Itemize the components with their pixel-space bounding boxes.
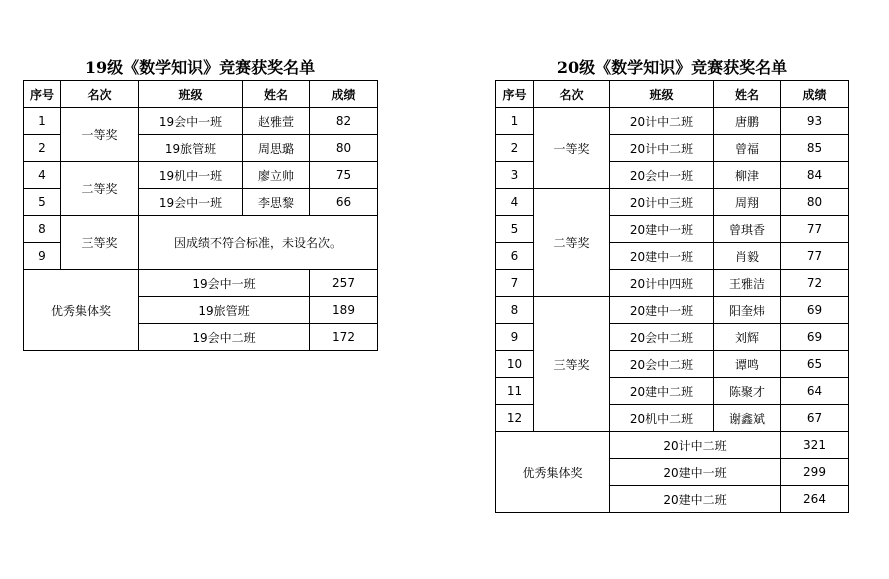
table20-header-row: [496, 81, 849, 108]
cell-score: 80: [781, 189, 849, 216]
cell-no: 2: [496, 135, 534, 162]
cell-class: 19会中一班: [139, 189, 243, 216]
cell-score: 67: [781, 405, 849, 432]
cell-collective-score: 264: [781, 486, 849, 513]
cell-no: 5: [496, 216, 534, 243]
table19: [23, 80, 378, 351]
cell-rank: 一等奖: [534, 108, 610, 189]
cell-collective-label: 优秀集体奖: [496, 432, 610, 513]
cell-collective-class: 19会中一班: [139, 270, 310, 297]
header-class: 班级: [610, 81, 714, 108]
cell-score: 84: [781, 162, 849, 189]
cell-rank: 三等奖: [61, 216, 139, 270]
header-name: 姓名: [714, 81, 781, 108]
cell-class: 20建中一班: [610, 243, 714, 270]
table20: [495, 80, 849, 513]
table20-title: 20级《数学知识》竞赛获奖名单: [556, 58, 788, 77]
cell-collective-class: 20建中一班: [610, 459, 781, 486]
cell-collective-score: 172: [310, 324, 378, 351]
cell-score: 69: [781, 324, 849, 351]
cell-name: 刘辉: [714, 324, 781, 351]
cell-no: 9: [24, 243, 61, 270]
cell-score: 82: [310, 108, 378, 135]
table19-title: 19级《数学知识》竞赛获奖名单: [84, 58, 316, 77]
cell-collective-class: 20建中二班: [610, 486, 781, 513]
cell-collective-score: 257: [310, 270, 378, 297]
cell-no: 4: [24, 162, 61, 189]
cell-no: 1: [496, 108, 534, 135]
cell-class: 20计中二班: [610, 135, 714, 162]
header-rank: 名次: [61, 81, 139, 108]
cell-class: 20建中一班: [610, 297, 714, 324]
cell-no: 3: [496, 162, 534, 189]
cell-score: 77: [781, 243, 849, 270]
header-score: 成绩: [781, 81, 849, 108]
cell-name: 陈聚才: [714, 378, 781, 405]
cell-class: 19旅管班: [139, 135, 243, 162]
cell-collective-score: 299: [781, 459, 849, 486]
cell-name: 谭鸣: [714, 351, 781, 378]
cell-class: 20计中二班: [610, 108, 714, 135]
cell-name: 谢鑫斌: [714, 405, 781, 432]
cell-class: 19会中一班: [139, 108, 243, 135]
cell-note: 因成绩不符合标准，未设名次。: [139, 216, 378, 270]
cell-class: 20计中四班: [610, 270, 714, 297]
cell-name: 李思黎: [243, 189, 310, 216]
cell-name: 肖毅: [714, 243, 781, 270]
header-name: 姓名: [243, 81, 310, 108]
table-row: [24, 216, 378, 243]
cell-score: 65: [781, 351, 849, 378]
cell-rank: 三等奖: [534, 297, 610, 432]
cell-class: 20建中一班: [610, 216, 714, 243]
cell-score: 85: [781, 135, 849, 162]
cell-collective-class: 20计中二班: [610, 432, 781, 459]
table-row: [24, 162, 378, 189]
table-row: [24, 270, 378, 297]
cell-rank: 二等奖: [534, 189, 610, 297]
table-row: [496, 432, 849, 459]
cell-no: 11: [496, 378, 534, 405]
cell-class: 19机中一班: [139, 162, 243, 189]
cell-score: 77: [781, 216, 849, 243]
cell-class: 20会中二班: [610, 324, 714, 351]
header-score: 成绩: [310, 81, 378, 108]
cell-score: 75: [310, 162, 378, 189]
cell-name: 曾琪香: [714, 216, 781, 243]
cell-name: 周翔: [714, 189, 781, 216]
cell-name: 王雅洁: [714, 270, 781, 297]
header-class: 班级: [139, 81, 243, 108]
cell-no: 2: [24, 135, 61, 162]
cell-no: 6: [496, 243, 534, 270]
cell-rank: 一等奖: [61, 108, 139, 162]
cell-score: 72: [781, 270, 849, 297]
cell-name: 唐鹏: [714, 108, 781, 135]
table-row: [496, 108, 849, 135]
cell-name: 阳奎炜: [714, 297, 781, 324]
cell-class: 20机中二班: [610, 405, 714, 432]
cell-class: 20会中一班: [610, 162, 714, 189]
header-no: 序号: [24, 81, 61, 108]
cell-name: 柳津: [714, 162, 781, 189]
table-row: [496, 189, 849, 216]
cell-no: 4: [496, 189, 534, 216]
cell-score: 80: [310, 135, 378, 162]
cell-name: 赵雅萱: [243, 108, 310, 135]
cell-rank: 二等奖: [61, 162, 139, 216]
header-no: 序号: [496, 81, 534, 108]
cell-score: 93: [781, 108, 849, 135]
cell-no: 7: [496, 270, 534, 297]
cell-name: 周思璐: [243, 135, 310, 162]
cell-no: 5: [24, 189, 61, 216]
cell-no: 8: [496, 297, 534, 324]
header-rank: 名次: [534, 81, 610, 108]
table19-header-row: [24, 81, 378, 108]
cell-collective-label: 优秀集体奖: [24, 270, 139, 351]
table-row: [496, 297, 849, 324]
cell-collective-score: 189: [310, 297, 378, 324]
cell-collective-class: 19旅管班: [139, 297, 310, 324]
cell-collective-class: 19会中二班: [139, 324, 310, 351]
cell-name: 曾福: [714, 135, 781, 162]
cell-class: 20建中二班: [610, 378, 714, 405]
cell-no: 12: [496, 405, 534, 432]
cell-no: 9: [496, 324, 534, 351]
cell-class: 20会中二班: [610, 351, 714, 378]
cell-score: 69: [781, 297, 849, 324]
table-row: [24, 108, 378, 135]
cell-class: 20计中三班: [610, 189, 714, 216]
cell-name: 廖立帅: [243, 162, 310, 189]
cell-no: 10: [496, 351, 534, 378]
cell-no: 1: [24, 108, 61, 135]
cell-score: 64: [781, 378, 849, 405]
cell-collective-score: 321: [781, 432, 849, 459]
cell-no: 8: [24, 216, 61, 243]
cell-score: 66: [310, 189, 378, 216]
